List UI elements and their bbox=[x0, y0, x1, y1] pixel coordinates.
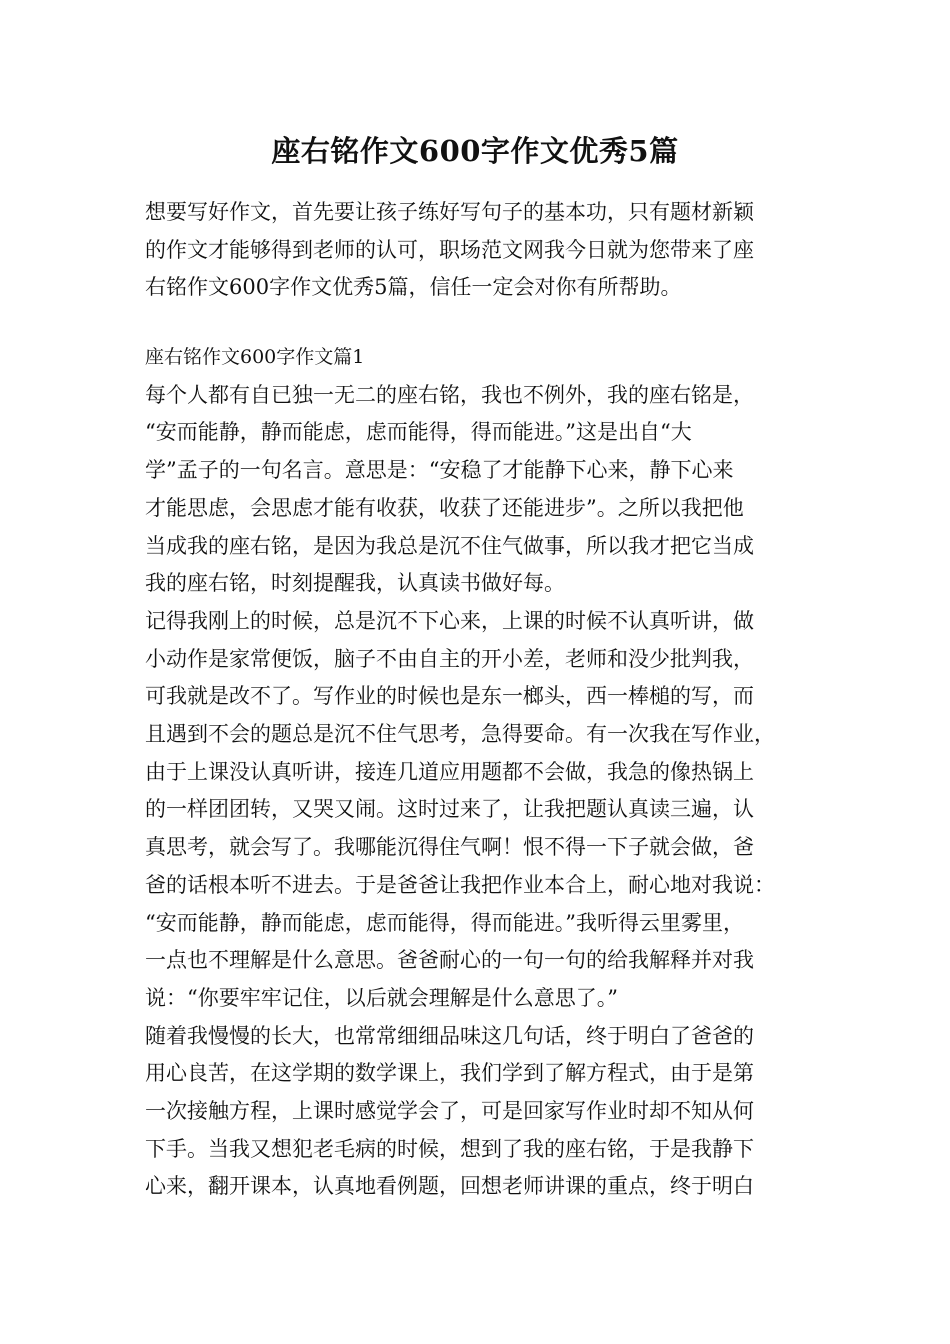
body-line: 随着我慢慢的长大，也常常细细品味这几句话，终于明白了爸爸的 bbox=[145, 1023, 754, 1048]
body-line: 说：“你要牢牢记住，以后就会理解是什么意思了。” bbox=[145, 985, 618, 1010]
intro-line: 的作文才能够得到老师的认可，职场范文网我今日就为您带来了座 bbox=[145, 237, 754, 262]
intro-line: 想要写好作文，首先要让孩子练好写句子的基本功，只有题材新颖 bbox=[145, 200, 754, 224]
body-line: “安而能静，静而能虑，虑而能得，得而能进。”这是出自“大 bbox=[145, 420, 692, 445]
body-line: 下手。当我又想犯老毛病的时候，想到了我的座右铭，于是我静下 bbox=[145, 1136, 754, 1161]
body-line: 学”孟子的一句名言。意思是：“安稳了才能静下心来，静下心来 bbox=[145, 458, 734, 483]
body-line: 每个人都有自已独一无二的座右铭，我也不例外，我的座右铭是， bbox=[145, 382, 754, 407]
body-line: 可我就是改不了。写作业的时候也是东一榔头，西一棒槌的写，而 bbox=[145, 684, 754, 709]
body-line: 我的座右铭，时刻提醒我，认真读书做好每。 bbox=[145, 571, 565, 596]
body-line: 由于上课没认真听讲，接连几道应用题都不会做，我急的像热锅上 bbox=[145, 759, 754, 784]
body-line: “安而能静，静而能虑，虑而能得，得而能进。”我听得云里雾里， bbox=[145, 910, 744, 935]
body-line: 才能思虑，会思虑才能有收获，收获了还能进步”。之所以我把他 bbox=[145, 495, 744, 520]
document-title: 座右铭作文600字作文优秀5篇 bbox=[271, 134, 679, 168]
body-line: 心来，翻开课本，认真地看例题，回想老师讲课的重点，终于明白 bbox=[145, 1174, 754, 1199]
body-line: 的一样团团转，又哭又闹。这时过来了，让我把题认真读三遍，认 bbox=[145, 797, 754, 822]
section-heading: 座右铭作文600字作文篇1 bbox=[145, 346, 365, 368]
body-line: 记得我刚上的时候，总是沉不下心来，上课的时候不认真听讲，做 bbox=[145, 608, 754, 633]
body-line: 用心良苦，在这学期的数学课上，我们学到了解方程式，由于是第 bbox=[145, 1061, 754, 1086]
body-line: 一点也不理解是什么意思。爸爸耐心的一句一句的给我解释并对我 bbox=[145, 948, 754, 973]
body-line: 真思考，就会写了。我哪能沉得住气啊！恨不得一下子就会做，爸 bbox=[145, 835, 754, 860]
body-line: 且遇到不会的题总是沉不住气思考，急得要命。有一次我在写作业， bbox=[145, 722, 775, 747]
intro-line: 右铭作文600字作文优秀5篇，信任一定会对你有所帮助。 bbox=[145, 275, 682, 299]
body-line: 当成我的座右铭，是因为我总是沉不住气做事，所以我才把它当成 bbox=[145, 533, 754, 558]
essay-body bbox=[145, 339, 825, 1206]
intro-paragraph bbox=[145, 194, 815, 307]
body-line: 爸的话根本听不进去。于是爸爸让我把作业本合上，耐心地对我说： bbox=[145, 872, 775, 897]
body-line: 一次接触方程，上课时感觉学会了，可是回家写作业时却不知从何 bbox=[145, 1099, 754, 1124]
body-line: 小动作是家常便饭，脑子不由自主的开小差，老师和没少批判我， bbox=[145, 646, 754, 671]
